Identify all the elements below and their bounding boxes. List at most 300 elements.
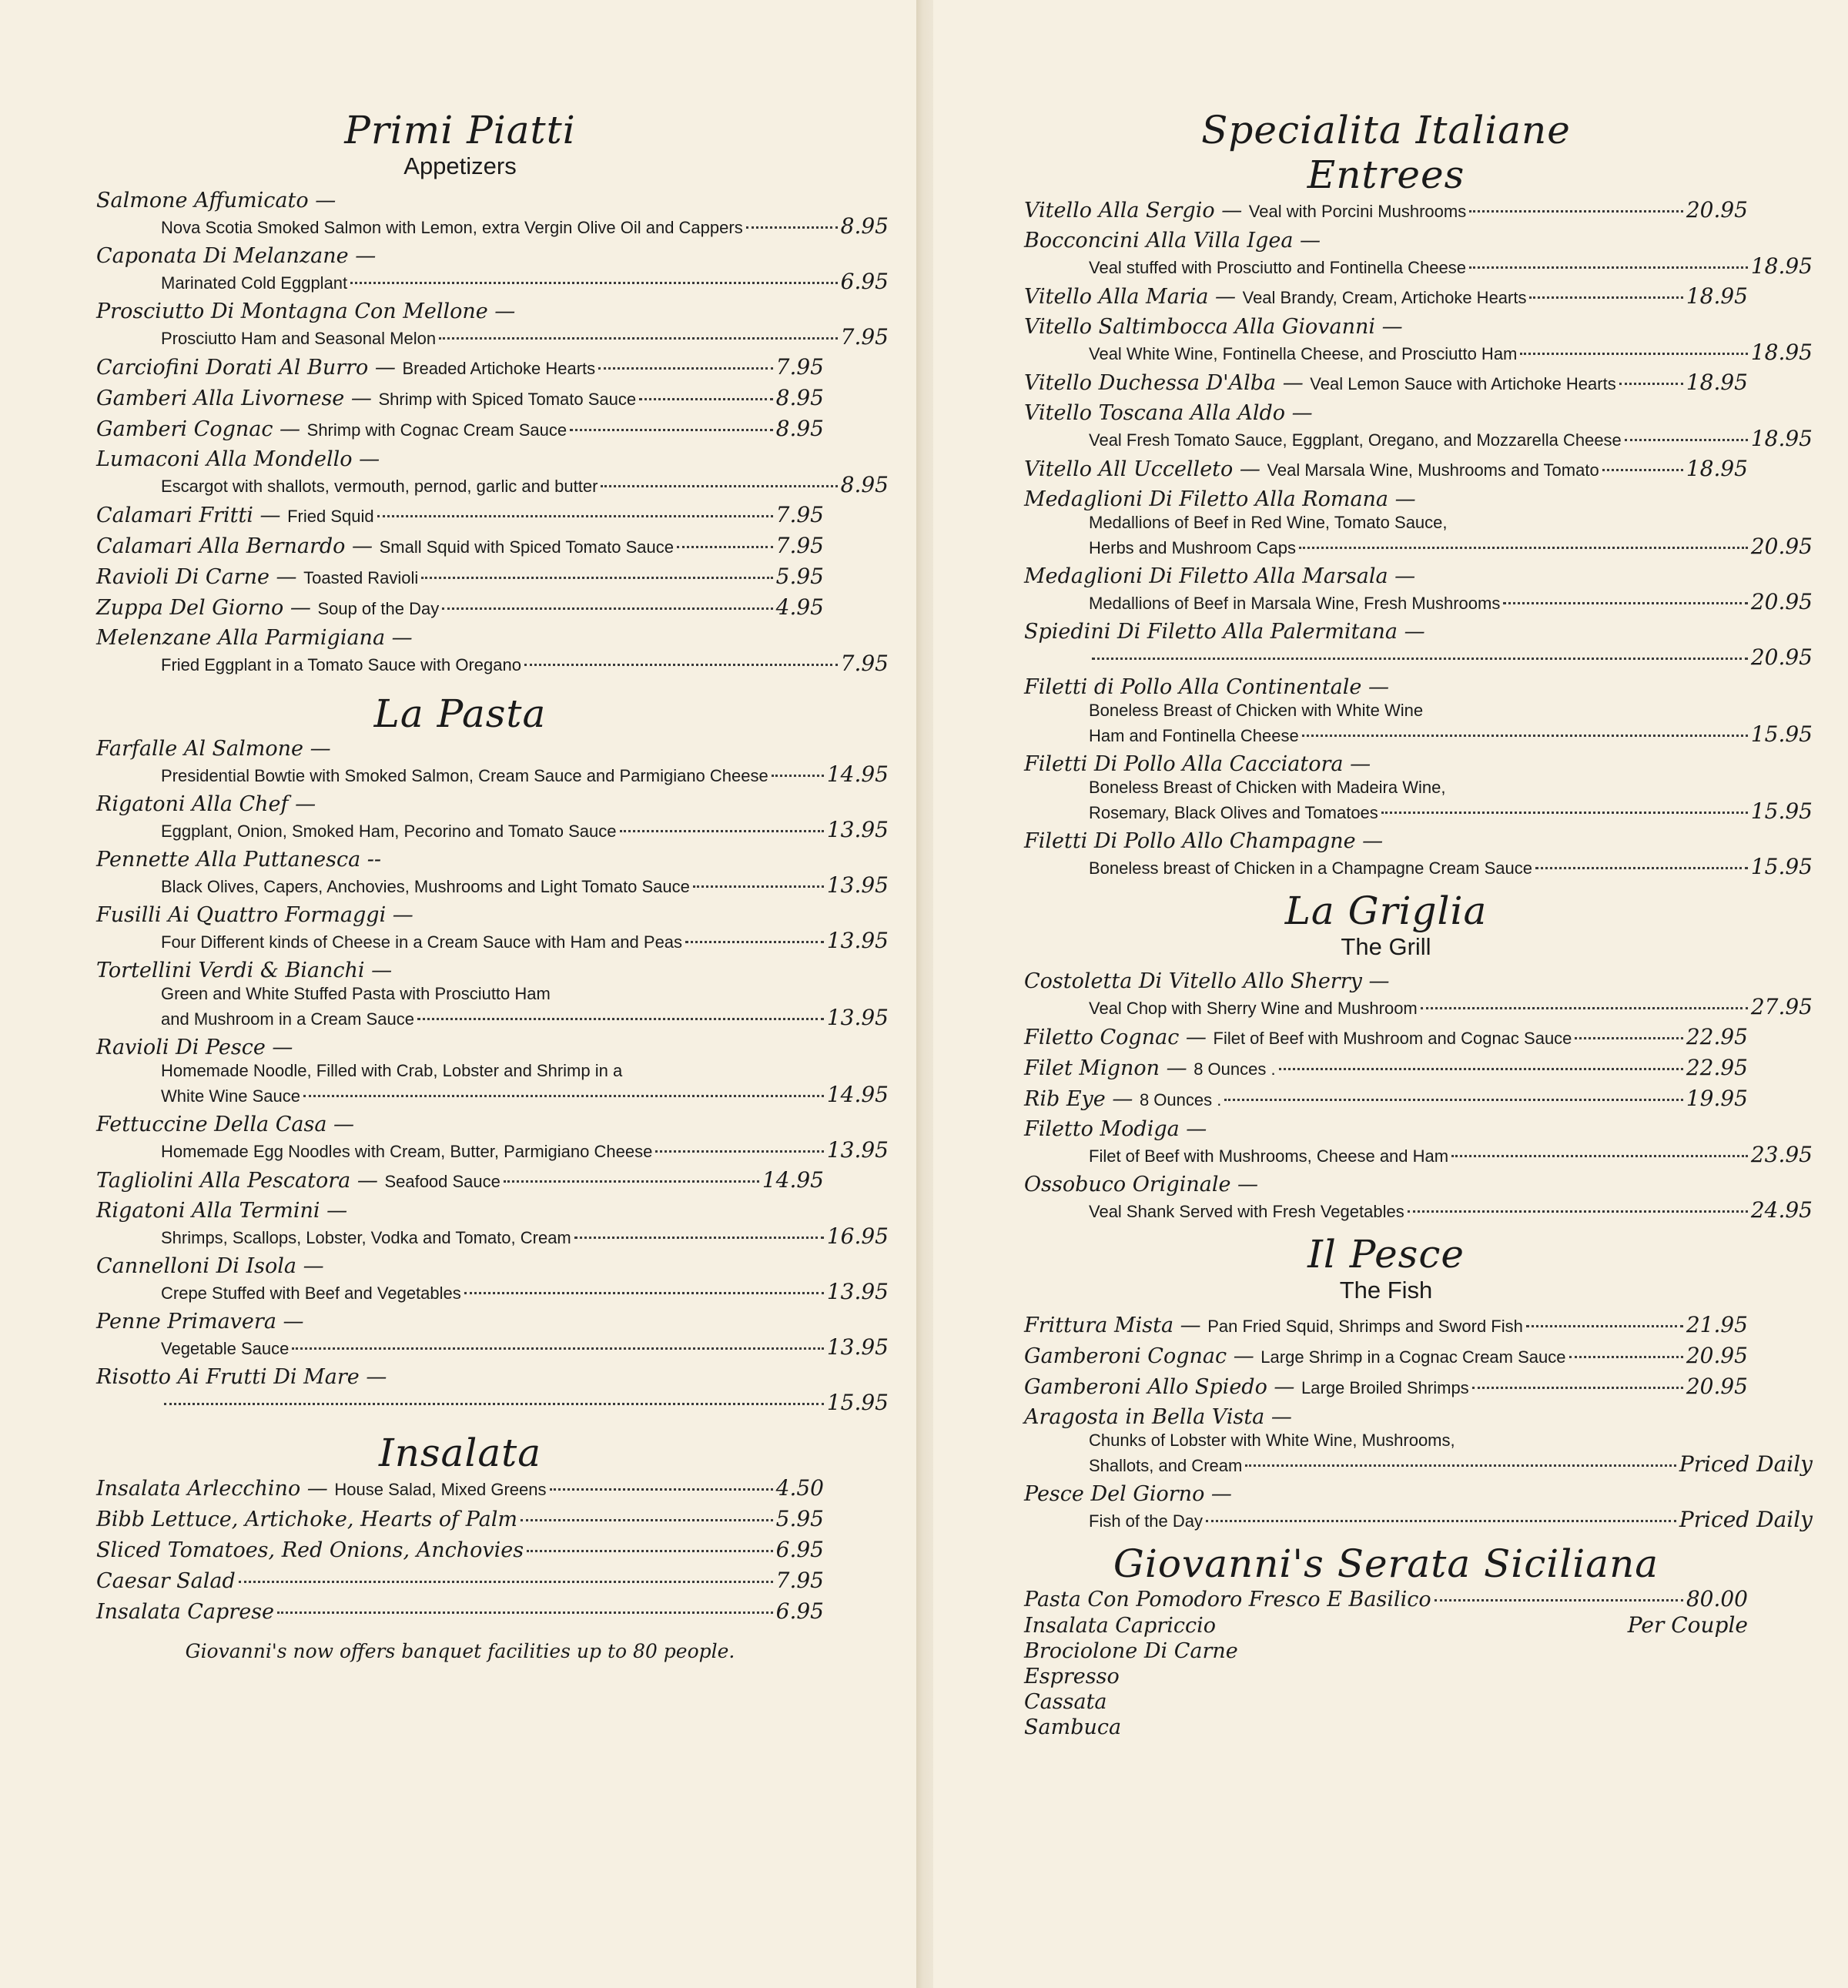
item-description: Homemade Egg Noodles with Cream, Butter, Parmigiano Cheese <box>161 1142 653 1161</box>
menu-item <box>1024 828 1813 879</box>
item-description: Filet of Beef with Mushroom and Cognac Sauce <box>1213 1029 1572 1048</box>
item-name: Costoletta Di Vitello Allo Sherry — <box>1024 969 1390 993</box>
item-description: Eggplant, Onion, Smoked Ham, Pecorino and Tomato Sauce <box>161 822 617 841</box>
menu-item <box>1024 1312 1748 1338</box>
price-row <box>96 594 824 621</box>
menu-item <box>1024 400 1813 451</box>
dot-leader <box>439 337 838 340</box>
item-description: Boneless breast of Chicken in a Champagne Cream Sauce <box>1089 858 1532 878</box>
item-price: 21.95 <box>1686 1312 1748 1337</box>
price-row <box>1024 1374 1748 1400</box>
item-description: Veal Brandy, Cream, Artichoke Hearts <box>1242 288 1527 307</box>
banquet-note: Giovanni's now offers banquet facilities up to 80 people. <box>185 1640 735 1662</box>
dash-separator: — <box>1276 371 1311 395</box>
menu-item <box>96 243 889 294</box>
item-name: Vitello Alla Maria <box>1024 285 1209 309</box>
section-title-insalata: Insalata <box>378 1431 542 1475</box>
dot-leader <box>350 282 838 284</box>
item-description: House Salad, Mixed Greens <box>334 1480 547 1499</box>
dot-leader <box>601 485 837 487</box>
menu-item <box>96 847 889 898</box>
item-price: 19.95 <box>1686 1086 1748 1111</box>
item-description-line: Medallions of Beef in Red Wine, Tomato Sauce, <box>1089 513 1448 532</box>
item-description: Escargot with shallots, vermouth, pernod, garlic and butter <box>161 477 598 496</box>
item-name: Filetto Modiga — <box>1024 1117 1207 1141</box>
menu-item <box>1024 456 1748 482</box>
dot-leader <box>239 1581 773 1583</box>
item-price: 24.95 <box>1750 1197 1813 1223</box>
item-description: Nova Scotia Smoked Salmon with Lemon, extra Vergin Olive Oil and Cappers <box>161 218 743 237</box>
menu-item <box>1024 969 1813 1019</box>
dash-separator: — <box>344 387 379 410</box>
item-price: 23.95 <box>1750 1142 1813 1167</box>
dash-separator: — <box>1227 1344 1261 1368</box>
item-name: Vitello Saltimbocca Alla Giovanni — <box>1024 315 1403 339</box>
item-description: Shrimp with Cognac Cream Sauce <box>306 420 567 440</box>
dot-leader <box>677 546 773 548</box>
section-title-fish: Il Pesce <box>1307 1232 1465 1277</box>
item-name: Bibb Lettuce, Artichoke, Hearts of Palm <box>96 1508 517 1531</box>
dot-leader <box>417 1018 824 1020</box>
item-price: 18.95 <box>1686 370 1748 395</box>
dot-leader <box>598 367 773 370</box>
item-description: Veal Chop with Sherry Wine and Mushroom <box>1089 999 1418 1018</box>
menu-item <box>1024 1055 1748 1081</box>
dash-separator: — <box>1208 285 1243 309</box>
item-price: 7.95 <box>775 533 824 558</box>
item-name: Calamari Alla Bernardo <box>96 534 346 558</box>
dot-leader <box>685 941 824 943</box>
menu-item <box>1024 1481 1813 1532</box>
item-description: Veal stuffed with Prosciutto and Fontinella Cheese <box>1089 258 1467 277</box>
item-price: 5.95 <box>775 1506 824 1531</box>
dot-leader <box>1092 658 1748 660</box>
item-description: Vegetable Sauce <box>161 1339 290 1358</box>
price-row <box>96 502 824 528</box>
item-name: Carciofini Dorati Al Burro <box>96 356 369 380</box>
dot-leader <box>620 830 824 832</box>
item-price: 7.95 <box>840 324 889 350</box>
price-row <box>96 269 889 294</box>
dot-leader <box>1569 1356 1683 1358</box>
menu-item <box>1024 487 1813 559</box>
menu-item <box>96 416 824 442</box>
dot-leader <box>292 1347 823 1350</box>
menu-item <box>96 1198 889 1249</box>
item-name: Bocconcini Alla Villa Igea — <box>1024 229 1321 253</box>
item-description: Rosemary, Black Olives and Tomatoes <box>1089 803 1378 822</box>
menu-item <box>1024 619 1813 670</box>
item-name: Filet Mignon <box>1024 1056 1160 1080</box>
item-price: 20.95 <box>1750 589 1813 614</box>
item-description: 8 Ounces . <box>1139 1090 1222 1109</box>
item-name: Ravioli Di Carne <box>96 565 270 589</box>
dot-leader <box>1469 210 1683 213</box>
price-row <box>96 928 889 953</box>
serata-course: Espresso <box>1024 1665 1120 1688</box>
dot-leader <box>164 1403 824 1405</box>
price-row <box>96 1390 889 1415</box>
item-name: Prosciutto Di Montagna Con Mellone — <box>96 300 516 323</box>
left-column <box>96 108 889 1662</box>
item-name: Tagliolini Alla Pescatora <box>96 1169 351 1193</box>
dot-leader <box>521 1519 773 1521</box>
item-name: Spiedini Di Filetto Alla Palermitana — <box>1024 620 1425 644</box>
menu-item <box>96 1568 824 1594</box>
item-price: 8.95 <box>775 416 824 441</box>
price-row <box>96 324 889 350</box>
menu-item <box>96 958 889 1030</box>
item-price: 7.95 <box>775 1568 824 1593</box>
item-price: 13.95 <box>826 1334 889 1360</box>
serata-course: Insalata Capriccio <box>1024 1614 1216 1638</box>
item-price: 6.95 <box>775 1537 824 1562</box>
price-row <box>1024 1086 1748 1112</box>
item-name: Melenzane Alla Parmigiana — <box>96 626 413 650</box>
item-name: Lumaconi Alla Mondello — <box>96 447 380 471</box>
right-column <box>1024 108 1813 1740</box>
section-subtitle-appetizers: Appetizers <box>403 152 517 179</box>
spacer <box>96 1420 824 1431</box>
right-page <box>933 0 1848 1988</box>
item-description: Presidential Bowtie with Smoked Salmon, Cream Sauce and Parmigiano Cheese <box>161 766 768 785</box>
menu-item <box>1024 1343 1748 1369</box>
item-price: 7.95 <box>840 651 889 676</box>
dash-separator: — <box>273 417 307 441</box>
price-row <box>1024 798 1813 824</box>
item-price: 13.95 <box>826 1279 889 1304</box>
item-price: 18.95 <box>1686 283 1748 309</box>
item-price: 16.95 <box>826 1223 889 1249</box>
menu-item <box>1024 197 1748 223</box>
item-description: Shrimps, Scallops, Lobster, Vodka and Tomato, Cream <box>161 1228 571 1247</box>
item-name: Gamberoni Allo Spiedo <box>1024 1375 1267 1399</box>
item-description: Soup of the Day <box>317 599 440 618</box>
dot-leader <box>1575 1037 1682 1039</box>
item-name: Aragosta in Bella Vista — <box>1024 1405 1292 1429</box>
dot-leader <box>655 1150 824 1153</box>
menu-item <box>96 1167 824 1193</box>
price-row <box>1024 644 1813 670</box>
item-price: 13.95 <box>826 1137 889 1163</box>
menu-item <box>1024 564 1813 614</box>
price-row <box>1024 283 1748 310</box>
menu-item <box>1024 283 1748 310</box>
menu-item <box>96 1598 824 1625</box>
item-name: Vitello Duchessa D'Alba <box>1024 371 1277 395</box>
menu-item <box>96 1506 824 1532</box>
dash-separator: — <box>269 565 304 589</box>
spacer <box>96 681 824 691</box>
item-name: Frittura Mista <box>1024 1314 1174 1337</box>
price-row <box>1024 370 1748 396</box>
item-name: Ravioli Di Pesce — <box>96 1036 293 1059</box>
serata-price: 80.00 <box>1686 1586 1748 1611</box>
price-row <box>96 1167 824 1193</box>
price-row <box>1024 1343 1748 1369</box>
price-row <box>1024 197 1748 223</box>
item-price: 15.95 <box>826 1390 889 1415</box>
item-name: Zuppa Del Giorno <box>96 596 284 620</box>
item-name: Pesce Del Giorno — <box>1024 1482 1232 1506</box>
item-price: 13.95 <box>826 928 889 953</box>
item-price: 20.95 <box>1750 534 1813 559</box>
item-price: 15.95 <box>1750 721 1813 747</box>
dash-separator: — <box>300 1477 335 1501</box>
item-description: Four Different kinds of Cheese in a Cream Sauce with Ham and Peas <box>161 932 683 952</box>
item-name: Filetti di Pollo Alla Continentale — <box>1024 675 1389 699</box>
dot-leader <box>1472 1387 1683 1389</box>
dot-leader <box>504 1180 759 1183</box>
menu-item <box>96 594 824 621</box>
price-row <box>96 1279 889 1304</box>
item-price: 18.95 <box>1686 456 1748 481</box>
item-price: Priced Daily <box>1679 1507 1813 1532</box>
menu-item <box>96 1364 889 1415</box>
dash-separator: — <box>1214 199 1249 223</box>
menu-item <box>96 625 889 676</box>
item-name: Fettuccine Della Casa — <box>96 1113 355 1136</box>
item-price: 18.95 <box>1750 340 1813 365</box>
section-subtitle-fish: The Fish <box>1339 1277 1433 1304</box>
menu-item <box>96 502 824 528</box>
dash-separator: — <box>350 1169 385 1193</box>
price-row <box>96 761 889 787</box>
left-page <box>0 0 918 1988</box>
item-name: Caponata Di Melanzane — <box>96 244 377 268</box>
dot-leader <box>1435 1599 1683 1601</box>
section-title-appetizers: Primi Piatti <box>344 108 576 152</box>
item-name: Filetti Di Pollo Alla Cacciatora — <box>1024 752 1371 776</box>
item-description: Small Squid with Spiced Tomato Sauce <box>379 537 674 557</box>
dot-leader <box>1302 735 1748 737</box>
price-row <box>1024 340 1813 365</box>
menu-item <box>96 447 889 497</box>
dot-leader <box>1206 1520 1676 1522</box>
menu-item <box>1024 751 1813 824</box>
item-description-line: Homemade Noodle, Filled with Crab, Lobster and Shrimp in a <box>161 1061 623 1080</box>
item-price: 20.95 <box>1686 1343 1748 1368</box>
item-price: 20.95 <box>1686 197 1748 223</box>
dash-separator: — <box>1233 457 1267 481</box>
menu-item <box>1024 1024 1748 1050</box>
price-row <box>1024 1024 1748 1050</box>
section-title-pasta: La Pasta <box>373 691 547 736</box>
menu-item <box>1024 1374 1748 1400</box>
menu-item <box>96 792 889 842</box>
item-description: Veal Fresh Tomato Sauce, Eggplant, Oregano, and Mozzarella Cheese <box>1089 430 1622 450</box>
item-description-line: Boneless Breast of Chicken with Madeira Wine, <box>1089 778 1446 797</box>
item-description: Black Olives, Capers, Anchovies, Mushrooms and Light Tomato Sauce <box>161 877 690 896</box>
serata-row-2 <box>1024 1612 1748 1638</box>
item-name: Vitello Toscana Alla Aldo — <box>1024 401 1313 425</box>
item-price: 27.95 <box>1750 994 1813 1019</box>
dot-leader <box>1245 1464 1676 1467</box>
item-price: 6.95 <box>840 269 889 294</box>
item-name: Rib Eye <box>1024 1087 1106 1111</box>
price-row <box>96 1598 824 1625</box>
item-price: 15.95 <box>1750 798 1813 824</box>
item-price: 20.95 <box>1750 644 1813 670</box>
menu-item <box>96 736 889 787</box>
dot-leader <box>377 515 773 517</box>
item-price: 14.95 <box>826 1082 889 1107</box>
price-row <box>96 872 889 898</box>
item-price: 5.95 <box>775 564 824 589</box>
item-description: Marinated Cold Eggplant <box>161 273 348 293</box>
dash-separator: — <box>345 534 380 558</box>
price-row <box>96 1475 824 1501</box>
item-description: Prosciutto Ham and Seasonal Melon <box>161 329 437 348</box>
item-name: Gamberi Alla Livornese <box>96 387 345 410</box>
page-fold <box>916 0 933 1988</box>
menu-item <box>1024 314 1813 365</box>
dot-leader <box>1535 867 1748 869</box>
item-description: Pan Fried Squid, Shrimps and Sword Fish <box>1207 1317 1523 1336</box>
price-row <box>1024 1197 1813 1223</box>
item-price: 6.95 <box>775 1598 824 1624</box>
dot-leader <box>1224 1099 1682 1101</box>
item-name: Medaglioni Di Filetto Alla Marsala — <box>1024 564 1416 588</box>
dot-leader <box>1408 1210 1748 1213</box>
dot-leader <box>746 226 838 229</box>
dash-separator: — <box>1179 1026 1214 1049</box>
item-name: Insalata Caprese <box>96 1600 275 1624</box>
dot-leader <box>464 1292 824 1294</box>
item-description: Large Broiled Shrimps <box>1301 1378 1469 1397</box>
dot-leader <box>303 1095 824 1097</box>
item-price: 13.95 <box>826 817 889 842</box>
item-name: Medaglioni Di Filetto Alla Romana — <box>1024 487 1416 511</box>
item-price: 18.95 <box>1750 253 1813 279</box>
item-description: 8 Ounces . <box>1194 1059 1276 1079</box>
item-name: Tortellini Verdi & Bianchi — <box>96 959 393 982</box>
item-name: Calamari Fritti <box>96 504 253 527</box>
price-row <box>96 1568 824 1594</box>
dot-leader <box>442 607 772 610</box>
price-row <box>1024 589 1813 614</box>
dot-leader <box>1602 469 1683 471</box>
dot-leader <box>772 775 824 777</box>
item-description-line: Chunks of Lobster with White Wine, Mushrooms, <box>1089 1431 1455 1450</box>
dash-separator: — <box>1105 1087 1140 1111</box>
serata-row-1 <box>1024 1586 1748 1612</box>
item-description-line: Green and White Stuffed Pasta with Prosciutto Ham <box>161 984 551 1003</box>
item-description: and Mushroom in a Cream Sauce <box>161 1009 414 1029</box>
price-row <box>96 1223 889 1249</box>
dash-separator: — <box>253 504 288 527</box>
dot-leader <box>574 1237 824 1239</box>
item-name: Vitello All Uccelleto <box>1024 457 1234 481</box>
item-name: Insalata Arlecchino <box>96 1477 301 1501</box>
item-name: Gamberoni Cognac <box>1024 1344 1227 1368</box>
menu-item <box>1024 674 1813 747</box>
dot-leader <box>693 885 824 888</box>
dot-leader <box>524 664 838 666</box>
dot-leader <box>1619 383 1683 385</box>
price-row <box>96 1537 824 1563</box>
menu-item <box>1024 1172 1813 1223</box>
dash-separator: — <box>1173 1314 1208 1337</box>
item-name: Vitello Alla Sergio <box>1024 199 1215 223</box>
item-description: Filet of Beef with Mushrooms, Cheese and Ham <box>1089 1146 1449 1166</box>
menu-item <box>96 1035 889 1107</box>
price-row <box>1024 456 1748 482</box>
menu-item <box>96 564 824 590</box>
price-row <box>96 564 824 590</box>
dot-leader <box>1469 266 1748 269</box>
item-price: 20.95 <box>1686 1374 1748 1399</box>
item-description: Veal White Wine, Fontinella Cheese, and Prosciutto Ham <box>1089 344 1518 363</box>
menu-item <box>1024 370 1748 396</box>
dot-leader <box>277 1611 773 1614</box>
menu-item <box>96 1475 824 1501</box>
dot-leader <box>1625 439 1748 441</box>
item-description: Fish of the Day <box>1089 1511 1203 1531</box>
menu-item <box>1024 1404 1813 1477</box>
item-price: Priced Daily <box>1679 1451 1813 1477</box>
dot-leader <box>1299 547 1748 549</box>
serata-course: Cassata <box>1024 1690 1107 1714</box>
item-name: Ossobuco Originale — <box>1024 1173 1259 1196</box>
price-row <box>1024 721 1813 747</box>
dot-leader <box>527 1550 773 1552</box>
dot-leader <box>1421 1007 1748 1009</box>
menu-item <box>96 385 824 411</box>
menu-item <box>96 188 889 239</box>
dash-separator: — <box>283 596 318 620</box>
item-description: Ham and Fontinella Cheese <box>1089 726 1299 745</box>
item-description: Fried Squid <box>287 507 374 526</box>
menu-item <box>96 533 824 559</box>
menu-item <box>96 1537 824 1563</box>
dot-leader <box>570 429 773 431</box>
menu-item <box>96 1253 889 1304</box>
menu-item <box>96 299 889 350</box>
dot-leader <box>421 577 772 579</box>
item-price: 7.95 <box>775 502 824 527</box>
section-title-grill: La Griglia <box>1284 889 1488 933</box>
price-row <box>96 1137 889 1163</box>
item-description: Large Shrimp in a Cognac Cream Sauce <box>1260 1347 1566 1367</box>
item-name: Filetto Cognac <box>1024 1026 1180 1049</box>
item-name: Rigatoni Alla Chef — <box>96 792 316 816</box>
price-row <box>1024 1142 1813 1167</box>
item-name: Cannelloni Di Isola — <box>96 1254 324 1278</box>
item-description: Medallions of Beef in Marsala Wine, Fresh Mushrooms <box>1089 594 1501 613</box>
item-price: 8.95 <box>840 472 889 497</box>
item-description: White Wine Sauce <box>161 1086 300 1106</box>
price-row <box>96 385 824 411</box>
serata-per-couple: Per Couple <box>1627 1612 1748 1638</box>
price-row <box>96 213 889 239</box>
item-name: Gamberi Cognac <box>96 417 273 441</box>
item-price: 18.95 <box>1750 426 1813 451</box>
dot-leader <box>550 1488 773 1491</box>
item-name: Fusilli Ai Quattro Formaggi — <box>96 903 413 927</box>
item-description: Shrimp with Spiced Tomato Sauce <box>378 390 637 409</box>
item-price: 14.95 <box>762 1167 824 1193</box>
section-subtitle-grill: The Grill <box>1341 933 1431 960</box>
price-row <box>1024 1055 1748 1081</box>
menu-item <box>96 354 824 380</box>
spacer <box>96 1629 824 1640</box>
item-description: Shallots, and Cream <box>1089 1456 1243 1475</box>
item-description-line: Boneless Breast of Chicken with White Wine <box>1089 701 1424 720</box>
dot-leader <box>1526 1325 1683 1327</box>
dash-separator: — <box>368 356 403 380</box>
price-row <box>96 354 824 380</box>
